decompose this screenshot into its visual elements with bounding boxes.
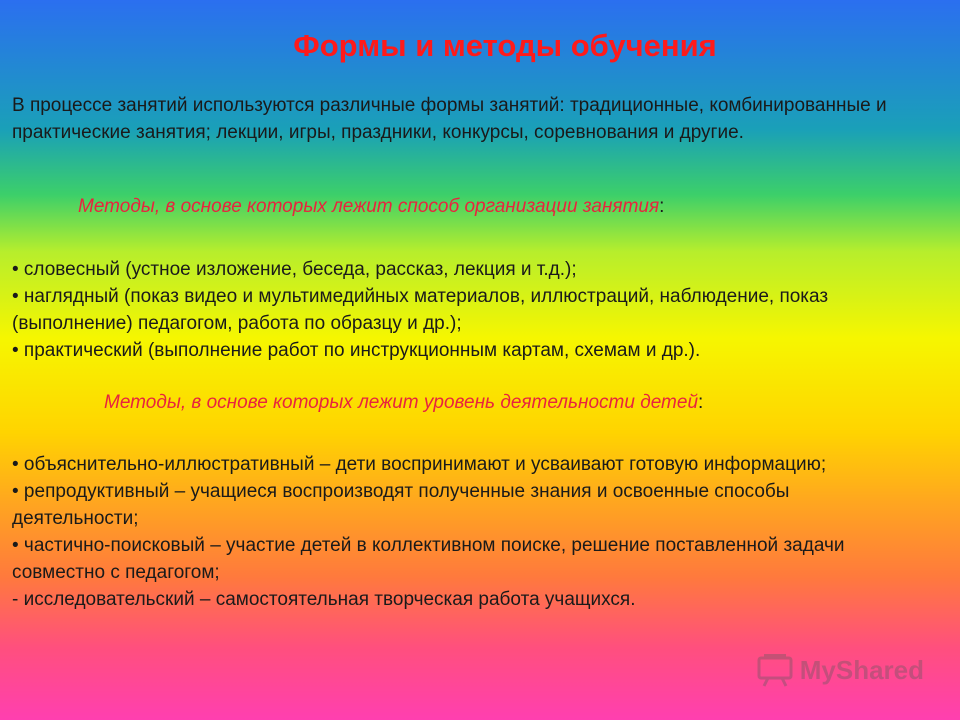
section2-heading-text: Методы, в основе которых лежит уровень деятельности детей <box>104 392 699 413</box>
list-item: • практический (выполнение работ по инструкционным картам, схемам и др.). <box>12 340 701 361</box>
list-item: • словесный (устное изложение, беседа, рассказ, лекция и т.д.); <box>12 259 577 280</box>
section2-list <box>12 451 902 613</box>
list-item: • наглядный (показ видео и мультимедийных материалов, иллюстраций, наблюдение, показ (выполнение) педагогом, работа по образцу и др.); <box>12 286 829 334</box>
slide-title: Формы и методы обучения <box>293 28 717 63</box>
section1-heading <box>78 196 960 218</box>
watermark-text: MyShared <box>799 654 924 685</box>
intro-paragraph: В процессе занятий используются различные формы занятий: традиционные, комбинированные и практические занятия; лекции, игры, праздники, конкурсы, соревнования и другие. <box>12 95 887 143</box>
section2-heading-colon: : <box>698 392 704 413</box>
list-item: - исследовательский – самостоятельная творческая работа учащихся. <box>12 589 636 610</box>
section1-heading-colon: : <box>659 196 665 217</box>
list-item: • репродуктивный – учащиеся воспроизводят полученные знания и освоенные способы деятельности; <box>12 481 790 529</box>
list-item: • частично-поисковый – участие детей в коллективном поиске, решение поставленной задачи совместно с педагогом; <box>12 535 845 583</box>
section1-heading-text: Методы, в основе которых лежит способ организации занятия <box>78 196 660 217</box>
list-item: • объяснительно-иллюстративный – дети воспринимают и усваивают готовую информацию; <box>12 454 827 475</box>
presentation-board-icon <box>756 652 794 688</box>
section2-heading <box>104 392 960 414</box>
section1-list <box>12 256 912 364</box>
watermark-logo <box>756 652 924 688</box>
